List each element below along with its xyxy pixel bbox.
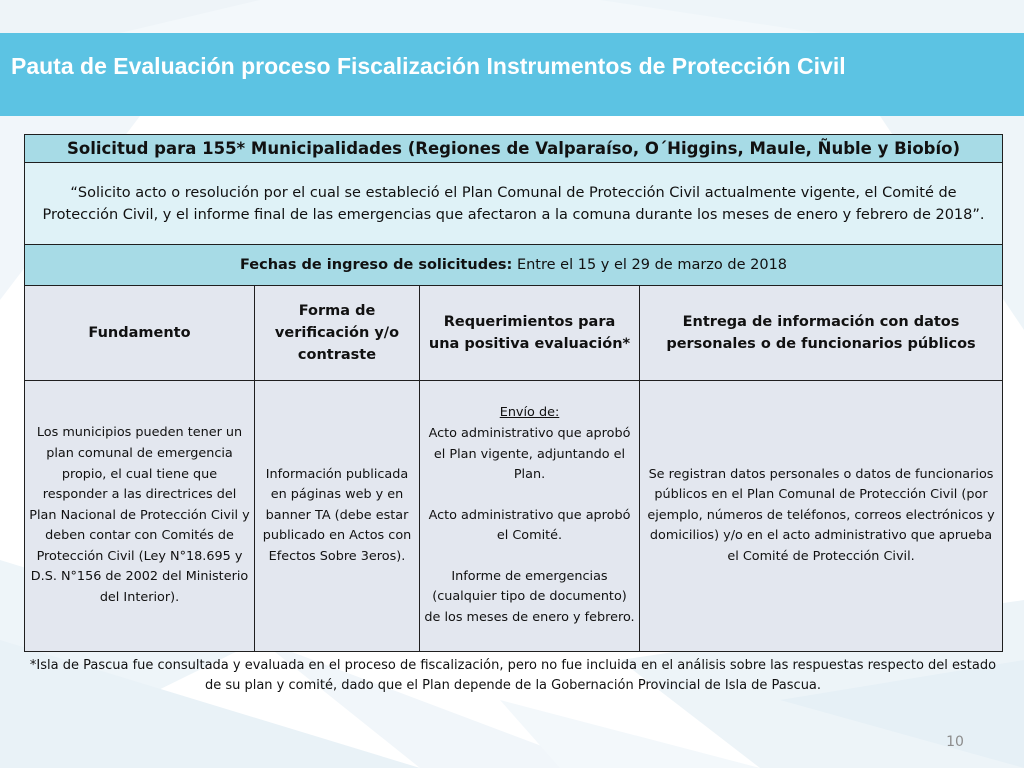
requerimientos-cell bbox=[420, 381, 640, 652]
fundamento-cell: Los municipios pueden tener un plan comunal de emergencia propio, el cual tiene que responder a las directrices del Plan Nacional de Protección Civil y deben contar con Comités de Protección Civil (Ley N°18.695 y D.S. N°156 de 2002 del Ministerio del Interior). bbox=[25, 381, 255, 652]
dates-row bbox=[25, 245, 1003, 286]
slide-title: Pauta de Evaluación proceso Fiscalización Instrumentos de Protección Civil bbox=[11, 53, 846, 79]
column-header-requerimientos: Requerimientos para una positiva evaluación* bbox=[420, 286, 640, 381]
requerimientos-item: Acto administrativo que aprobó el Comité. bbox=[428, 507, 631, 544]
table-row bbox=[25, 381, 1003, 652]
requerimientos-item: Acto administrativo que aprobó el Plan vigente, adjuntando el Plan. bbox=[428, 425, 631, 483]
requerimientos-item: Informe de emergencias (cualquier tipo de documento) de los meses de enero y febrero. bbox=[424, 568, 635, 626]
title-bar bbox=[0, 33, 1024, 116]
dates-label: Fechas de ingreso de solicitudes: bbox=[239, 257, 513, 273]
table-heading-row bbox=[25, 135, 1003, 163]
request-row bbox=[25, 163, 1003, 245]
page-number: 10 bbox=[946, 734, 964, 750]
dates-cell bbox=[25, 245, 1003, 286]
footnote: *Isla de Pascua fue consultada y evaluada en el proceso de fiscalización, pero no fue incluida en el análisis sobre las respuestas respecto del estado de su plan y comité, dado que el Plan depende de la Gobernación Provincial de Isla de Pascua. bbox=[29, 658, 997, 693]
requerimientos-heading: Envío de: bbox=[499, 405, 560, 421]
entrega-cell: Se registran datos personales o datos de funcionarios públicos en el Plan Comunal de Protección Civil (por ejemplo, números de teléfonos, correos electrónicos y domicilios) y/o en el acto administrativo que aprueba el Comité de Protección Civil. bbox=[640, 381, 1003, 652]
column-header-row bbox=[25, 286, 1003, 381]
dates-value: Entre el 15 y el 29 de marzo de 2018 bbox=[512, 257, 788, 273]
column-header-fundamento: Fundamento bbox=[25, 286, 255, 381]
column-header-entrega: Entrega de información con datos personales o de funcionarios públicos bbox=[640, 286, 1003, 381]
column-header-verificacion: Forma de verificación y/o contraste bbox=[255, 286, 420, 381]
table-heading: Solicitud para 155* Municipalidades (Regiones de Valparaíso, O´Higgins, Maule, Ñuble y Biobío) bbox=[25, 135, 1003, 163]
request-text: “Solicito acto o resolución por el cual se estableció el Plan Comunal de Protección Civil actualmente vigente, el Comité de Protección Civil, y el informe final de las emergencias que afectaron a la comuna durante los meses de enero y febrero de 2018”. bbox=[25, 163, 1003, 245]
verificacion-cell: Información publicada en páginas web y en banner TA (debe estar publicado en Actos con Efectos Sobre 3eros). bbox=[255, 381, 420, 652]
evaluation-table bbox=[24, 134, 1003, 652]
